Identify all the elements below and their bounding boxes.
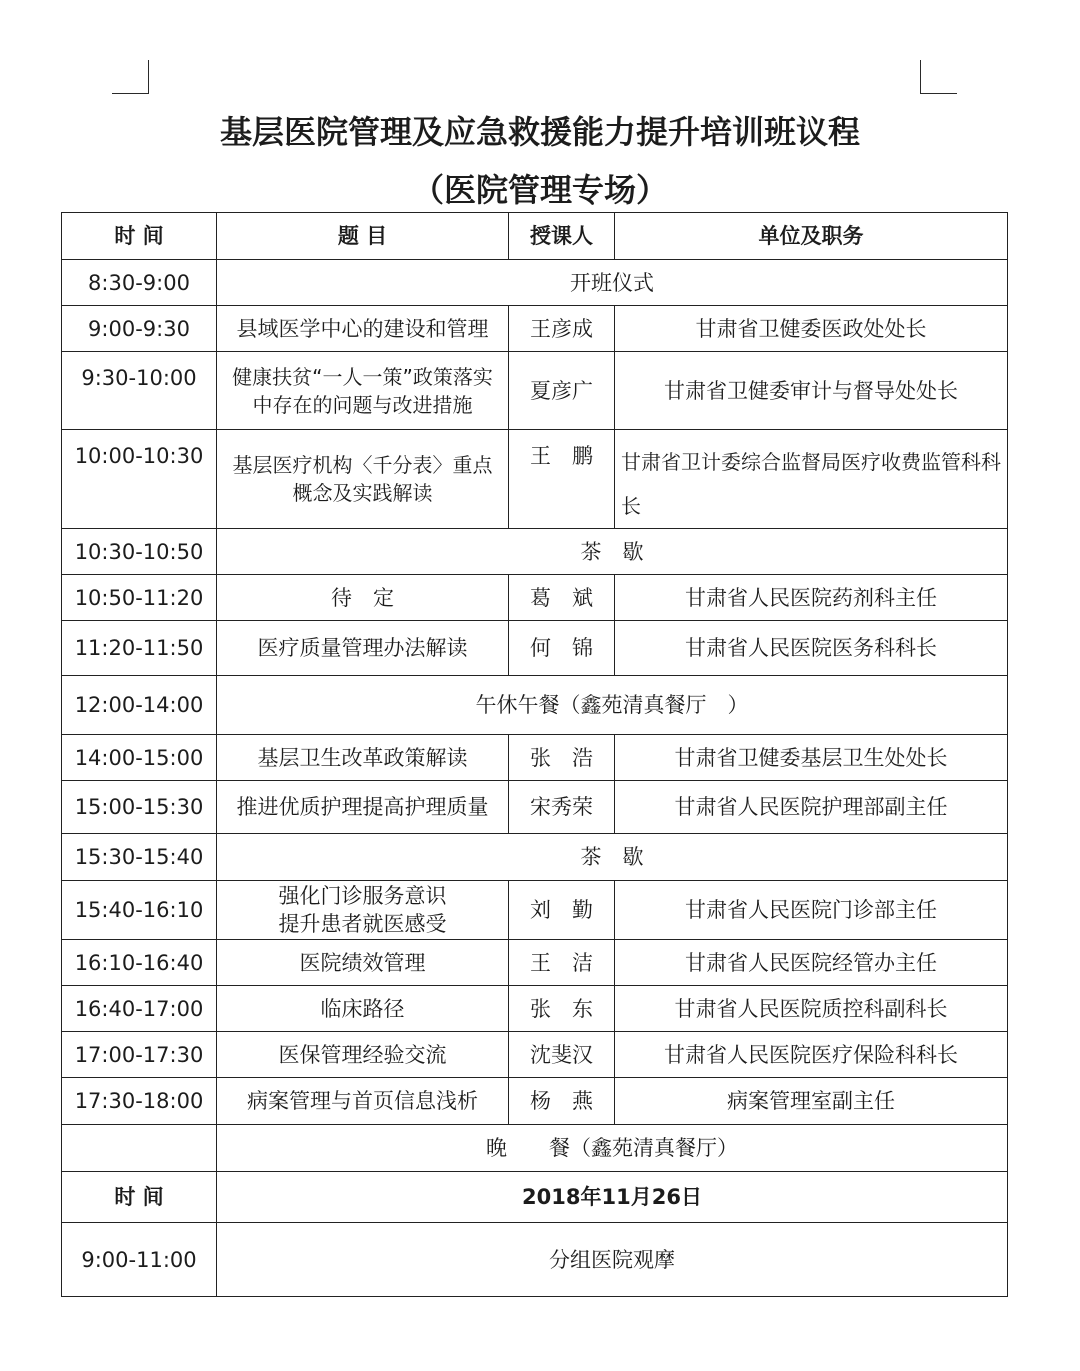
day2-date: 2018年11月26日 xyxy=(217,1172,1008,1223)
topic-cell: 待 定 xyxy=(217,575,509,621)
time-cell: 10:50-11:20 xyxy=(62,575,217,621)
time-cell: 15:40-16:10 xyxy=(62,881,217,940)
speaker-cell: 张 浩 xyxy=(509,735,615,781)
time-cell: 15:30-15:40 xyxy=(62,834,217,881)
table-row xyxy=(62,1078,1008,1125)
time-cell xyxy=(62,1125,217,1172)
unit-cell: 甘肃省人民医院医疗保险科科长 xyxy=(615,1032,1008,1078)
time-cell: 9:00-11:00 xyxy=(62,1223,217,1297)
topic-line: 提升患者就医感受 xyxy=(278,912,447,936)
table-row xyxy=(62,529,1008,575)
table-row xyxy=(62,986,1008,1032)
merged-cell: 晚 餐（鑫苑清真餐厅） xyxy=(217,1125,1008,1172)
header-topic: 题 目 xyxy=(217,213,509,260)
unit-cell: 甘肃省人民医院护理部副主任 xyxy=(615,781,1008,834)
speaker-cell: 葛 斌 xyxy=(509,575,615,621)
table-row xyxy=(62,430,1008,529)
page-title: 基层医院管理及应急救援能力提升培训班议程 xyxy=(219,113,860,151)
time-cell: 11:20-11:50 xyxy=(62,621,217,676)
unit-cell: 甘肃省人民医院门诊部主任 xyxy=(615,881,1008,940)
speaker-cell: 王 洁 xyxy=(509,940,615,986)
day2-time-header: 时 间 xyxy=(62,1172,217,1223)
table-row xyxy=(62,575,1008,621)
table-row xyxy=(62,1032,1008,1078)
table-row xyxy=(62,306,1008,352)
time-cell: 17:00-17:30 xyxy=(62,1032,217,1078)
speaker-cell: 王彦成 xyxy=(509,306,615,352)
unit-cell: 甘肃省卫健委基层卫生处处长 xyxy=(615,735,1008,781)
table-row xyxy=(62,1125,1008,1172)
unit-cell: 甘肃省人民医院经管办主任 xyxy=(615,940,1008,986)
table-row xyxy=(62,781,1008,834)
time-cell: 16:40-17:00 xyxy=(62,986,217,1032)
crop-mark-top-left xyxy=(112,60,149,94)
speaker-cell: 宋秀荣 xyxy=(509,781,615,834)
time-cell: 10:30-10:50 xyxy=(62,529,217,575)
time-cell: 10:00-10:30 xyxy=(62,430,217,529)
topic-cell: 推进优质护理提高护理质量 xyxy=(217,781,509,834)
day2-header-row xyxy=(62,1172,1008,1223)
topic-cell: 医疗质量管理办法解读 xyxy=(217,621,509,676)
table-row xyxy=(62,676,1008,735)
merged-cell: 茶 歇 xyxy=(217,529,1008,575)
time-cell: 16:10-16:40 xyxy=(62,940,217,986)
table-header-row xyxy=(62,213,1008,260)
merged-cell: 午休午餐（鑫苑清真餐厅 ） xyxy=(217,676,1008,735)
time-cell: 17:30-18:00 xyxy=(62,1078,217,1125)
topic-cell: 基层医疗机构〈千分表〉重点概念及实践解读 xyxy=(217,430,509,529)
crop-mark-top-right xyxy=(920,60,957,94)
speaker-cell: 夏彦广 xyxy=(509,352,615,430)
unit-cell: 甘肃省人民医院药剂科主任 xyxy=(615,575,1008,621)
table-row xyxy=(62,881,1008,940)
speaker-cell: 王 鹏 xyxy=(509,430,615,529)
merged-cell: 开班仪式 xyxy=(217,260,1008,306)
header-unit: 单位及职务 xyxy=(615,213,1008,260)
time-cell: 12:00-14:00 xyxy=(62,676,217,735)
merged-cell: 分组医院观摩 xyxy=(217,1223,1008,1297)
page-subtitle: （医院管理专场） xyxy=(411,171,668,209)
time-cell: 14:00-15:00 xyxy=(62,735,217,781)
table-row xyxy=(62,940,1008,986)
topic-cell: 县域医学中心的建设和管理 xyxy=(217,306,509,352)
time-cell: 9:00-9:30 xyxy=(62,306,217,352)
topic-line: 强化门诊服务意识 xyxy=(278,884,447,908)
speaker-cell: 杨 燕 xyxy=(509,1078,615,1125)
topic-cell: 医院绩效管理 xyxy=(217,940,509,986)
table-row xyxy=(62,352,1008,430)
table-row xyxy=(62,1223,1008,1297)
header-time: 时 间 xyxy=(62,213,217,260)
table-row xyxy=(62,735,1008,781)
unit-cell: 甘肃省人民医院质控科副科长 xyxy=(615,986,1008,1032)
topic-cell: 病案管理与首页信息浅析 xyxy=(217,1078,509,1125)
speaker-cell: 何 锦 xyxy=(509,621,615,676)
unit-cell: 甘肃省卫计委综合监督局医疗收费监管科科长 xyxy=(615,430,1008,529)
topic-cell: 医保管理经验交流 xyxy=(217,1032,509,1078)
unit-cell: 甘肃省卫健委审计与督导处处长 xyxy=(615,352,1008,430)
topic-cell: 健康扶贫“一人一策”政策落实中存在的问题与改进措施 xyxy=(217,352,509,430)
speaker-cell: 刘 勤 xyxy=(509,881,615,940)
time-cell: 8:30-9:00 xyxy=(62,260,217,306)
unit-cell: 甘肃省人民医院医务科科长 xyxy=(615,621,1008,676)
time-cell: 9:30-10:00 xyxy=(62,352,217,430)
table-row xyxy=(62,834,1008,881)
unit-cell: 甘肃省卫健委医政处处长 xyxy=(615,306,1008,352)
header-speaker: 授课人 xyxy=(509,213,615,260)
topic-cell: 临床路径 xyxy=(217,986,509,1032)
table-row xyxy=(62,260,1008,306)
topic-cell xyxy=(217,881,509,940)
speaker-cell: 张 东 xyxy=(509,986,615,1032)
time-cell: 15:00-15:30 xyxy=(62,781,217,834)
merged-cell: 茶 歇 xyxy=(217,834,1008,881)
unit-cell: 病案管理室副主任 xyxy=(615,1078,1008,1125)
agenda-table xyxy=(61,212,1008,1297)
speaker-cell: 沈斐汉 xyxy=(509,1032,615,1078)
topic-cell: 基层卫生改革政策解读 xyxy=(217,735,509,781)
table-row xyxy=(62,621,1008,676)
